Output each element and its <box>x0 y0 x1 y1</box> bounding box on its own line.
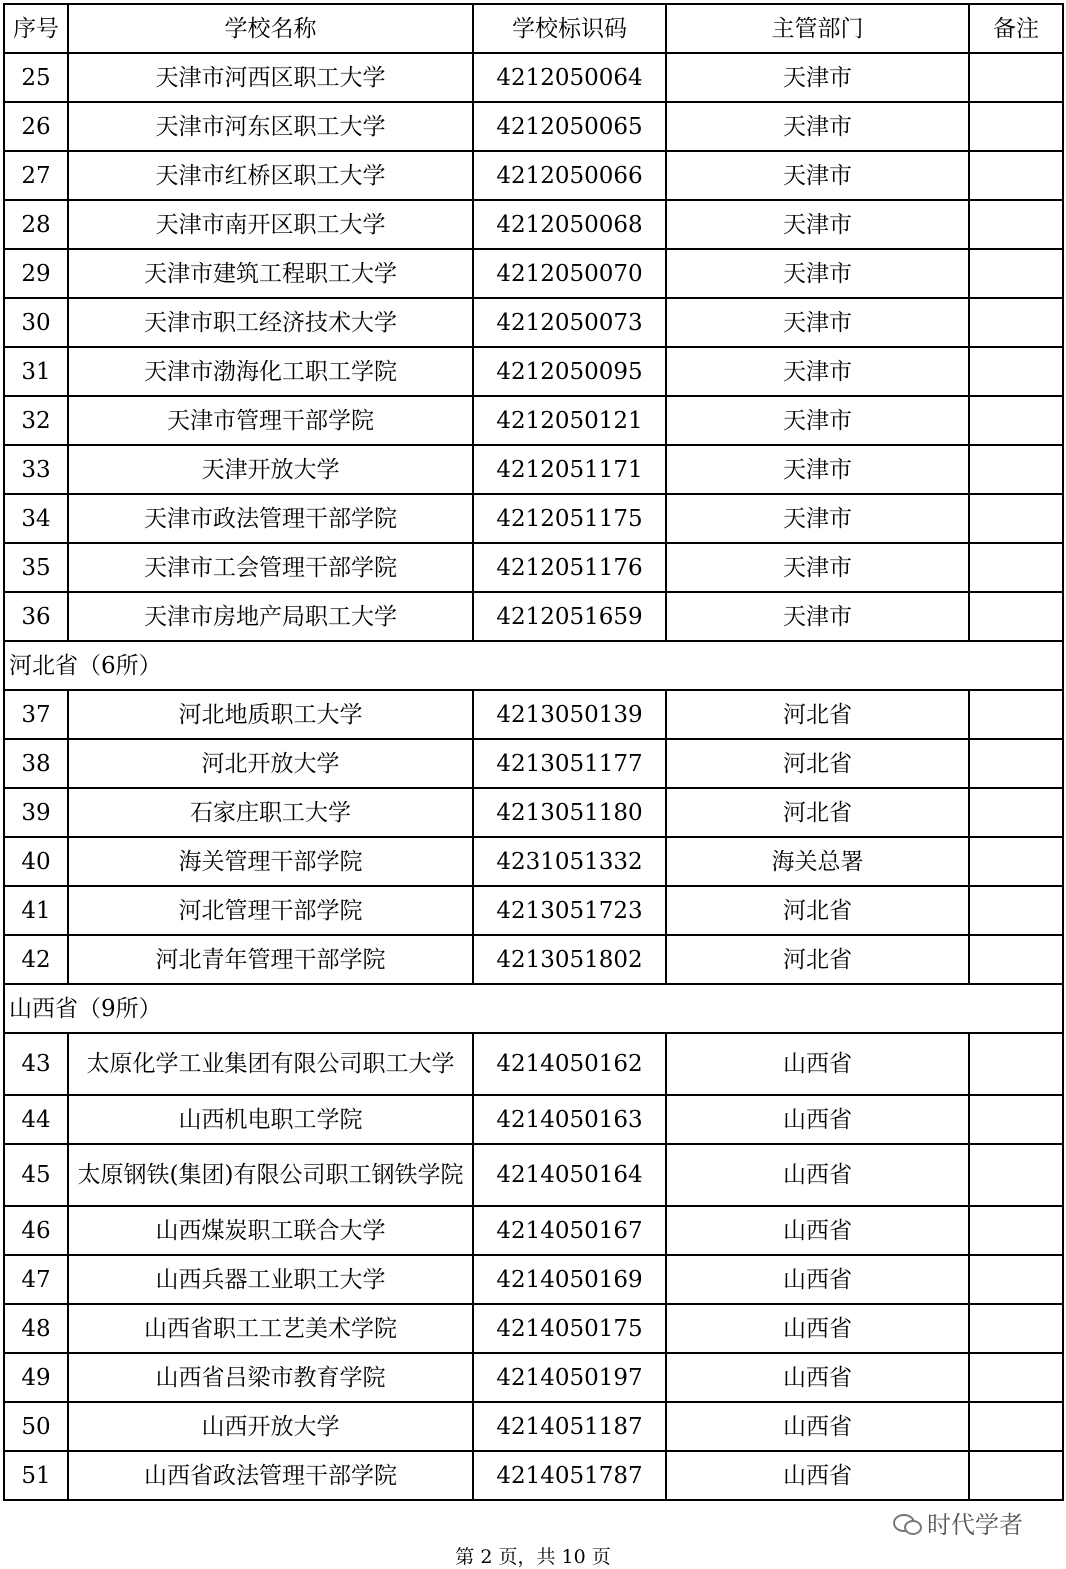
table-row <box>4 298 1063 347</box>
cell-dept: 天津市 <box>666 396 969 445</box>
cell-name: 天津市工会管理干部学院 <box>68 543 473 592</box>
cell-name: 河北开放大学 <box>68 739 473 788</box>
cell-dept: 天津市 <box>666 445 969 494</box>
table-body <box>4 53 1063 1500</box>
cell-name: 天津市红桥区职工大学 <box>68 151 473 200</box>
cell-name: 天津开放大学 <box>68 445 473 494</box>
cell-code: 4213051802 <box>473 935 666 984</box>
cell-name: 山西省职工工艺美术学院 <box>68 1304 473 1353</box>
cell-note <box>969 592 1063 641</box>
cell-name: 天津市管理干部学院 <box>68 396 473 445</box>
cell-name: 天津市职工经济技术大学 <box>68 298 473 347</box>
cell-note <box>969 53 1063 102</box>
table-row <box>4 1451 1063 1500</box>
cell-code: 4212050070 <box>473 249 666 298</box>
cell-code: 4214050169 <box>473 1255 666 1304</box>
cell-name: 天津市渤海化工职工学院 <box>68 347 473 396</box>
table-row <box>4 445 1063 494</box>
cell-note <box>969 1304 1063 1353</box>
table-row <box>4 1255 1063 1304</box>
table-row <box>4 1353 1063 1402</box>
cell-name: 天津市南开区职工大学 <box>68 200 473 249</box>
cell-no: 41 <box>4 886 68 935</box>
cell-dept: 天津市 <box>666 298 969 347</box>
cell-no: 43 <box>4 1033 68 1095</box>
table-row <box>4 1402 1063 1451</box>
cell-no: 48 <box>4 1304 68 1353</box>
cell-dept: 天津市 <box>666 543 969 592</box>
cell-no: 45 <box>4 1144 68 1206</box>
cell-code: 4212050068 <box>473 200 666 249</box>
cell-dept: 山西省 <box>666 1033 969 1095</box>
cell-note <box>969 1255 1063 1304</box>
cell-dept: 天津市 <box>666 151 969 200</box>
cell-code: 4214051787 <box>473 1451 666 1500</box>
cell-note <box>969 1451 1063 1500</box>
cell-name: 太原钢铁(集团)有限公司职工钢铁学院 <box>68 1144 473 1206</box>
wechat-icon <box>893 1512 921 1534</box>
group-row <box>4 984 1063 1033</box>
cell-code: 4212050073 <box>473 298 666 347</box>
cell-name: 天津市政法管理干部学院 <box>68 494 473 543</box>
cell-no: 31 <box>4 347 68 396</box>
cell-note <box>969 1033 1063 1095</box>
cell-code: 4212050066 <box>473 151 666 200</box>
cell-dept: 河北省 <box>666 788 969 837</box>
cell-dept: 天津市 <box>666 102 969 151</box>
table-row <box>4 592 1063 641</box>
table-row <box>4 788 1063 837</box>
cell-no: 34 <box>4 494 68 543</box>
cell-code: 4231051332 <box>473 837 666 886</box>
cell-name: 河北青年管理干部学院 <box>68 935 473 984</box>
cell-code: 4214050167 <box>473 1206 666 1255</box>
page-footer: 第 2 页，共 10 页 <box>455 1546 611 1568</box>
table-row <box>4 837 1063 886</box>
cell-name: 天津市房地产局职工大学 <box>68 592 473 641</box>
cell-dept: 河北省 <box>666 886 969 935</box>
cell-dept: 山西省 <box>666 1451 969 1500</box>
watermark-text: 时代学者 <box>927 1511 1023 1539</box>
cell-no: 36 <box>4 592 68 641</box>
cell-name: 山西煤炭职工联合大学 <box>68 1206 473 1255</box>
cell-note <box>969 151 1063 200</box>
cell-dept: 海关总署 <box>666 837 969 886</box>
cell-no: 25 <box>4 53 68 102</box>
table-row <box>4 53 1063 102</box>
table-row <box>4 200 1063 249</box>
cell-no: 42 <box>4 935 68 984</box>
cell-code: 4212051659 <box>473 592 666 641</box>
cell-no: 44 <box>4 1095 68 1144</box>
cell-note <box>969 1144 1063 1206</box>
cell-dept: 河北省 <box>666 935 969 984</box>
cell-note <box>969 739 1063 788</box>
cell-note <box>969 837 1063 886</box>
table-row <box>4 1206 1063 1255</box>
table-row <box>4 935 1063 984</box>
cell-no: 37 <box>4 690 68 739</box>
cell-note <box>969 298 1063 347</box>
cell-name: 石家庄职工大学 <box>68 788 473 837</box>
cell-note <box>969 1353 1063 1402</box>
cell-code: 4212050065 <box>473 102 666 151</box>
cell-name: 天津市建筑工程职工大学 <box>68 249 473 298</box>
cell-no: 38 <box>4 739 68 788</box>
cell-note <box>969 200 1063 249</box>
cell-dept: 河北省 <box>666 690 969 739</box>
cell-no: 51 <box>4 1451 68 1500</box>
cell-code: 4212051175 <box>473 494 666 543</box>
cell-code: 4214051187 <box>473 1402 666 1451</box>
table-row <box>4 886 1063 935</box>
table-row <box>4 151 1063 200</box>
cell-code: 4213051177 <box>473 739 666 788</box>
cell-name: 山西机电职工学院 <box>68 1095 473 1144</box>
cell-dept: 山西省 <box>666 1255 969 1304</box>
cell-code: 4212050064 <box>473 53 666 102</box>
cell-no: 26 <box>4 102 68 151</box>
cell-dept: 山西省 <box>666 1304 969 1353</box>
table-row <box>4 690 1063 739</box>
watermark <box>893 1505 1023 1540</box>
cell-name: 山西开放大学 <box>68 1402 473 1451</box>
table-row <box>4 1033 1063 1095</box>
cell-name: 山西兵器工业职工大学 <box>68 1255 473 1304</box>
cell-code: 4212051176 <box>473 543 666 592</box>
cell-code: 4214050197 <box>473 1353 666 1402</box>
cell-no: 50 <box>4 1402 68 1451</box>
header-name: 学校名称 <box>68 4 473 53</box>
cell-note <box>969 543 1063 592</box>
cell-no: 49 <box>4 1353 68 1402</box>
cell-no: 32 <box>4 396 68 445</box>
cell-code: 4213050139 <box>473 690 666 739</box>
cell-note <box>969 1095 1063 1144</box>
table-row <box>4 1144 1063 1206</box>
cell-name: 天津市河西区职工大学 <box>68 53 473 102</box>
table-row <box>4 543 1063 592</box>
cell-dept: 天津市 <box>666 200 969 249</box>
cell-note <box>969 1402 1063 1451</box>
cell-no: 33 <box>4 445 68 494</box>
cell-note <box>969 788 1063 837</box>
header-row <box>4 4 1063 53</box>
cell-no: 39 <box>4 788 68 837</box>
cell-note <box>969 1206 1063 1255</box>
cell-name: 山西省吕梁市教育学院 <box>68 1353 473 1402</box>
group-label: 山西省（9所） <box>4 984 1063 1033</box>
cell-name: 山西省政法管理干部学院 <box>68 1451 473 1500</box>
cell-dept: 山西省 <box>666 1095 969 1144</box>
cell-no: 30 <box>4 298 68 347</box>
header-dept: 主管部门 <box>666 4 969 53</box>
cell-name: 太原化学工业集团有限公司职工大学 <box>68 1033 473 1095</box>
cell-dept: 山西省 <box>666 1353 969 1402</box>
cell-no: 27 <box>4 151 68 200</box>
cell-no: 46 <box>4 1206 68 1255</box>
header-no: 序号 <box>4 4 68 53</box>
table-row <box>4 494 1063 543</box>
cell-no: 28 <box>4 200 68 249</box>
table-row <box>4 249 1063 298</box>
cell-name: 河北地质职工大学 <box>68 690 473 739</box>
header-note: 备注 <box>969 4 1063 53</box>
cell-note <box>969 102 1063 151</box>
table-row <box>4 1095 1063 1144</box>
cell-dept: 河北省 <box>666 739 969 788</box>
cell-note <box>969 690 1063 739</box>
cell-name: 河北管理干部学院 <box>68 886 473 935</box>
cell-code: 4213051180 <box>473 788 666 837</box>
table-row <box>4 396 1063 445</box>
cell-dept: 山西省 <box>666 1144 969 1206</box>
table-row <box>4 102 1063 151</box>
cell-note <box>969 396 1063 445</box>
school-table <box>3 3 1064 1501</box>
cell-dept: 天津市 <box>666 249 969 298</box>
table-row <box>4 1304 1063 1353</box>
cell-code: 4212051171 <box>473 445 666 494</box>
cell-code: 4212050095 <box>473 347 666 396</box>
group-label: 河北省（6所） <box>4 641 1063 690</box>
cell-code: 4214050162 <box>473 1033 666 1095</box>
cell-note <box>969 935 1063 984</box>
cell-dept: 天津市 <box>666 494 969 543</box>
cell-code: 4213051723 <box>473 886 666 935</box>
cell-dept: 天津市 <box>666 592 969 641</box>
cell-no: 40 <box>4 837 68 886</box>
cell-name: 海关管理干部学院 <box>68 837 473 886</box>
cell-code: 4214050163 <box>473 1095 666 1144</box>
cell-dept: 天津市 <box>666 53 969 102</box>
cell-note <box>969 347 1063 396</box>
group-row <box>4 641 1063 690</box>
cell-no: 29 <box>4 249 68 298</box>
cell-code: 4214050175 <box>473 1304 666 1353</box>
cell-note <box>969 886 1063 935</box>
cell-note <box>969 249 1063 298</box>
cell-code: 4212050121 <box>473 396 666 445</box>
cell-note <box>969 494 1063 543</box>
table-row <box>4 739 1063 788</box>
cell-dept: 天津市 <box>666 347 969 396</box>
cell-note <box>969 445 1063 494</box>
cell-dept: 山西省 <box>666 1206 969 1255</box>
cell-dept: 山西省 <box>666 1402 969 1451</box>
table-row <box>4 347 1063 396</box>
cell-no: 35 <box>4 543 68 592</box>
cell-no: 47 <box>4 1255 68 1304</box>
cell-name: 天津市河东区职工大学 <box>68 102 473 151</box>
header-code: 学校标识码 <box>473 4 666 53</box>
cell-code: 4214050164 <box>473 1144 666 1206</box>
